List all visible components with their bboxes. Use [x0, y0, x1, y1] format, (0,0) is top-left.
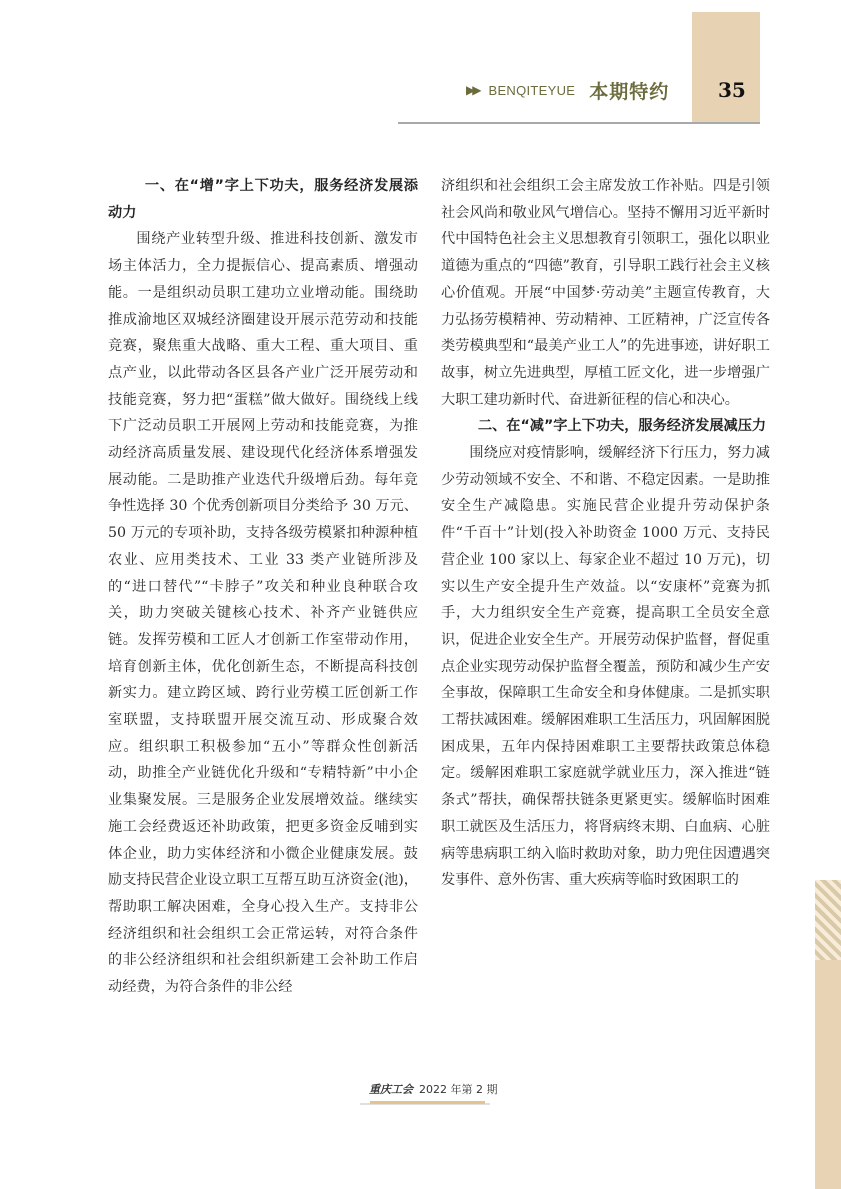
edge-stripes-decoration	[815, 880, 841, 960]
body-paragraph-continued: 济组织和社会组织工会主席发放工作补贴。四是引领社会风尚和敬业风气增信心。坚持不懈用习近平新时代中国特色社会主义思想教育引领职工，强化以职业道德为重点的“四德”教育，引导职工践行社会主义核心价值观。开展“中国梦·劳动美”主题宣传教育，大力弘扬劳模精神、劳动精神、工匠精神，广泛宣传各类劳模典型和“最美产业工人”的先进事迹，讲好职工故事，树立先进典型，厚植工匠文化，进一步增强广大职工建功新时代、奋进新征程的信心和决心。	[441, 178, 770, 408]
section-heading-2: 二、在“减”字上下功夫，服务经济发展减压力	[477, 418, 767, 435]
magazine-name: 重庆工会	[369, 1083, 413, 1096]
footer-underline	[370, 1101, 485, 1104]
section-heading-1: 一、在“增”字上下功夫，服务经济发展添动力	[108, 178, 418, 221]
running-header	[466, 76, 669, 104]
issue-number: 2022 年第 2 期	[419, 1083, 498, 1096]
page-number: 35	[718, 78, 746, 102]
double-right-arrow-icon: ▶▶	[466, 83, 479, 97]
page-footer	[369, 1081, 497, 1097]
section-name-en: BENQITEYUE	[488, 82, 576, 98]
page-number-tab	[692, 12, 760, 123]
header-divider	[398, 122, 760, 124]
body-paragraph: 围绕应对疫情影响，缓解经济下行压力，努力减少劳动领域不安全、不和谐、不稳定因素。一是助推安全生产减隐患。实施民营企业提升劳动保护条件“千百十”计划(投入补助资金 1000 万元、支持民营企业 100 家以上、每家企业不超过 10 万元)，切实以生产安全提升生产效益。以“安康杯”竞赛为抓手，大力组织安全生产竞赛，提高职工全员安全意识，促进企业安全生产。开展劳动保护监督，督促重点企业实现劳动保护监督全覆盖，预防和减少生产安全事故，保障职工生命安全和身体健康。二是抓实职工帮扶减困难。缓解困难职工生活压力，巩固解困脱困成果，五年内保持困难职工主要帮扶政策总体稳定。缓解困难职工家庭就学就业压力，深入推进“链条式”帮扶，确保帮扶链条更紧更实。缓解临时困难职工就医及生活压力，将肾病终末期、白血病、心脏病等患病职工纳入临时救助对象，助力兜住因遭遇突发事件、意外伤害、重大疾病等临时致困职工的	[441, 445, 770, 889]
body-paragraph: 围绕产业转型升级、推进科技创新、激发市场主体活力，全力提振信心、提高素质、增强动能。一是组织动员职工建功立业增动能。围绕助推成渝地区双城经济圈建设开展示范劳动和技能竞赛，聚焦重大战略、重大工程、重大项目、重点产业，以此带动各区县各产业广泛开展劳动和技能竞赛，努力把“蛋糕”做大做好。围绕线上线下广泛动员职工开展网上劳动和技能竞赛，为推动经济高质量发展、建设现代化经济体系增强发展动能。二是助推产业迭代升级增后劲。每年竞争性选择 30 个优秀创新项目分类给予 30 万元、50 万元的专项补助，支持各级劳模紧扣种源种植农业、应用类技术、工业 33 类产业链所涉及的“进口替代”“卡脖子”攻关和种业良种联合攻关，助力突破关键核心技术、补齐产业链供应链。发挥劳模和工匠人才创新工作室带动作用，培育创新主体，优化创新生态，不断提高科技创新实力。建立跨区域、跨行业劳模工匠创新工作室联盟，支持联盟开展交流互动、形成聚合效应。组织职工积极参加“五小”等群众性创新活动，助推全产业链优化升级和“专精特新”中小企业集聚发展。三是服务企业发展增效益。继续实施工会经费返还补助政策，把更多资金反哺到实体企业，助力实体经济和小微企业健康发展。鼓励支持民营企业设立职工互帮互助互济资金(池)，帮助职工解决困难，全身心投入生产。支持非公经济组织和社会组织工会正常运转，对符合条件的非公经济组织和社会组织新建工会补助工作启动经费，为符合条件的非公经	[108, 231, 418, 996]
right-column	[441, 173, 770, 894]
section-name-cn: 本期特约	[589, 80, 670, 103]
left-column	[108, 173, 418, 1001]
